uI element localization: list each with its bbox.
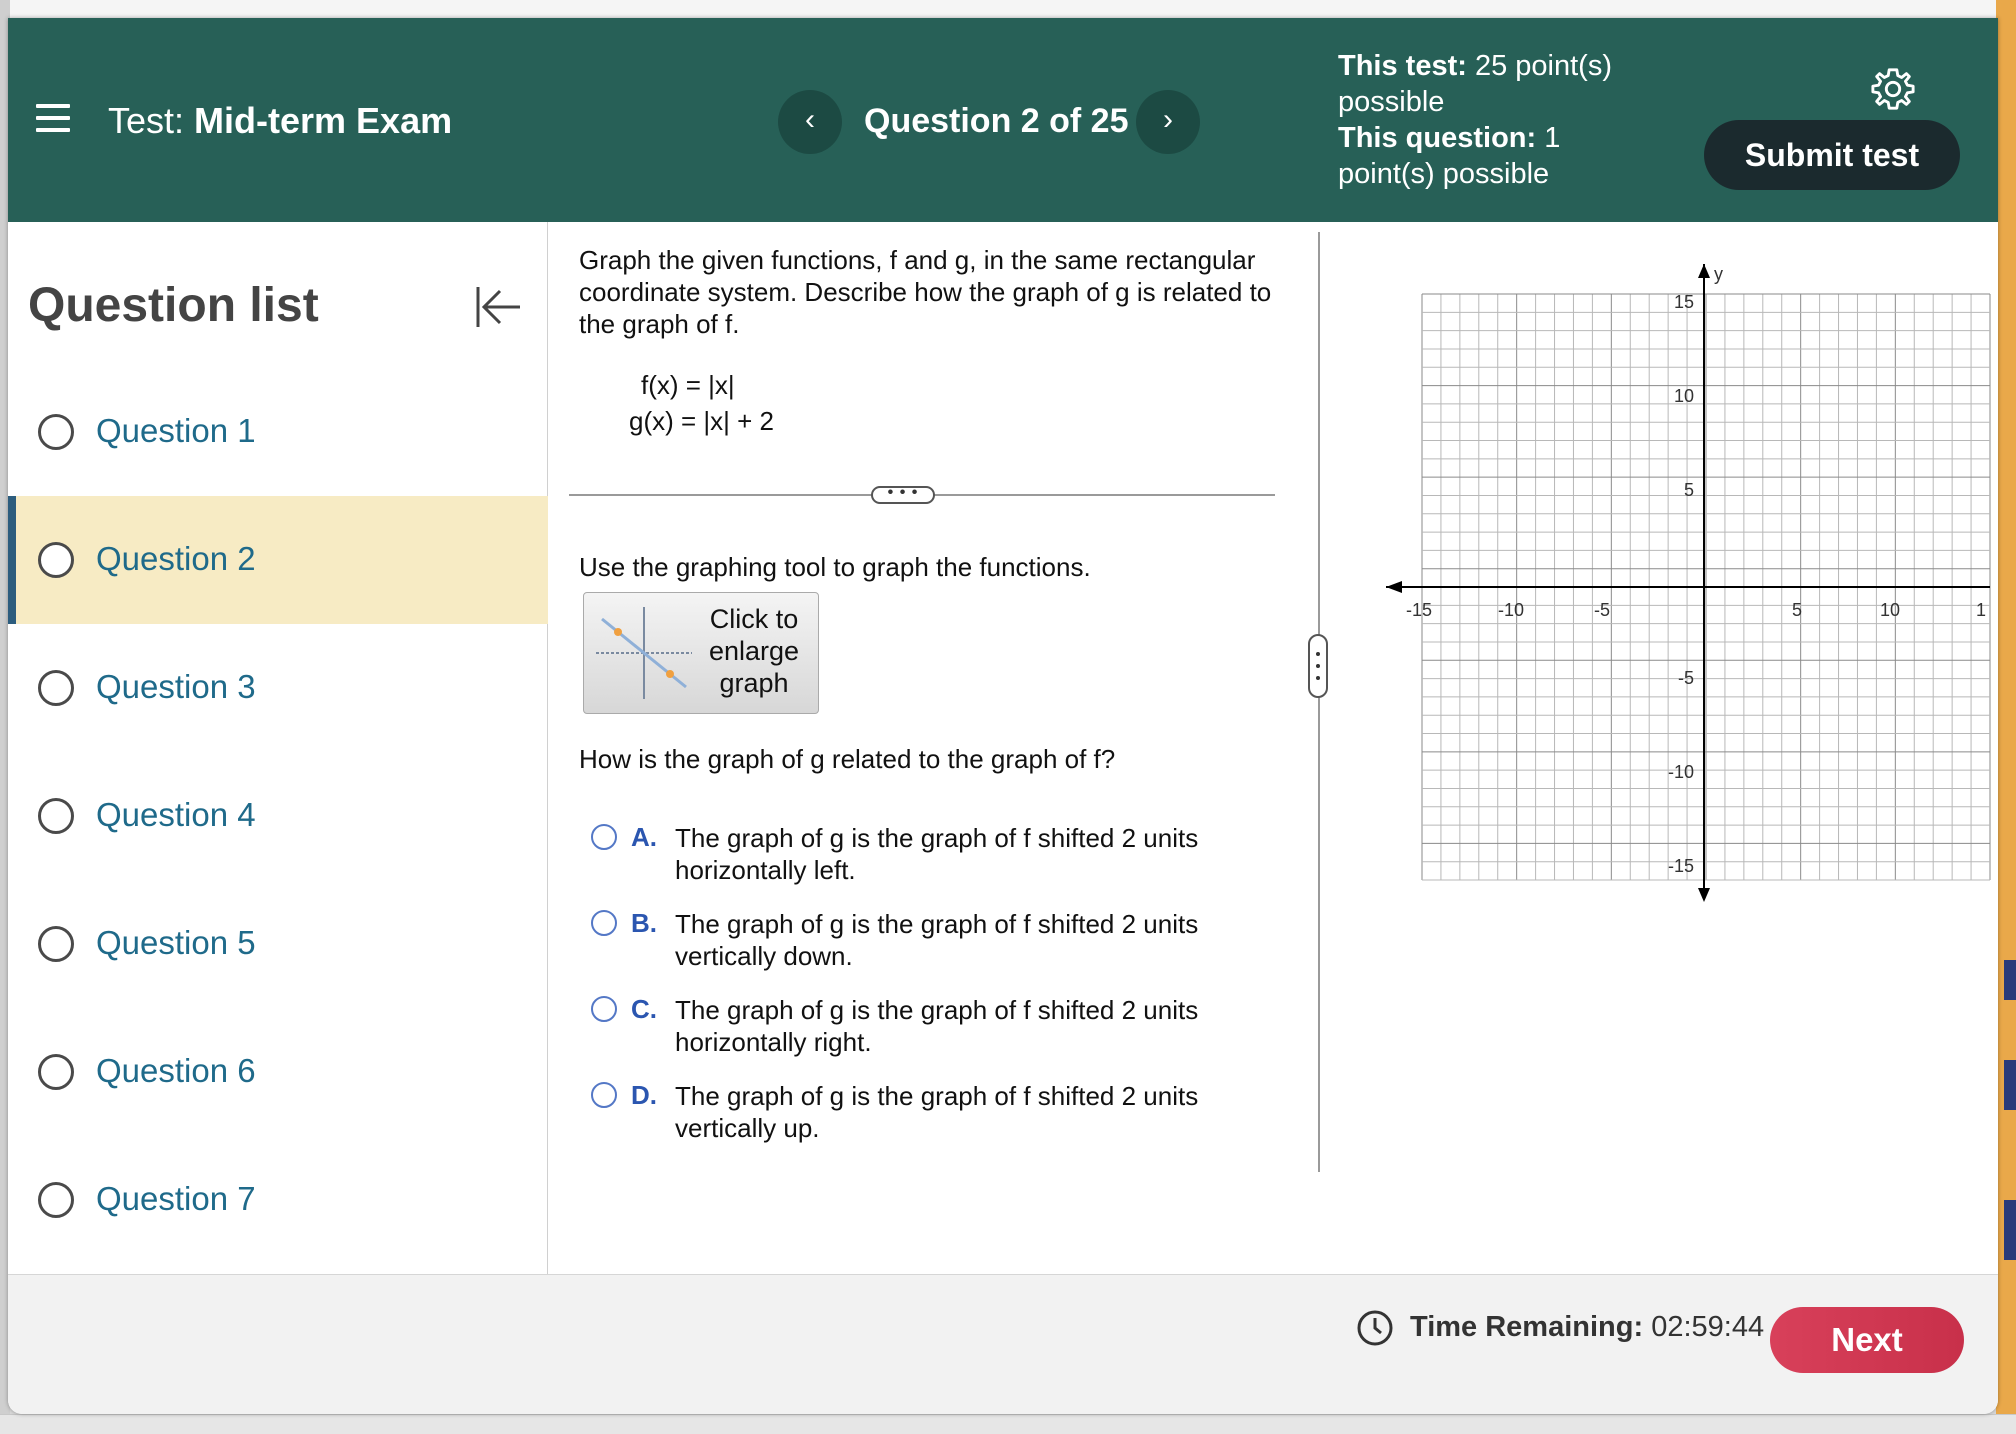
y-tick-label: -5 <box>1678 668 1695 688</box>
test-header <box>8 18 1998 222</box>
question-list-item-7[interactable] <box>8 1136 548 1264</box>
question-list-item-1[interactable] <box>8 368 548 496</box>
test-title-prefix: Test: <box>108 100 185 141</box>
answer-radio[interactable] <box>591 996 617 1022</box>
submit-test-button[interactable]: Submit test <box>1704 120 1960 190</box>
answer-text: The graph of g is the graph of f shifted 2 units horizontally right. <box>675 995 1199 1057</box>
graphing-instruction: Use the graphing tool to graph the functions. <box>579 552 1091 582</box>
question-list-item-label: Question 6 <box>96 1052 256 1089</box>
y-tick-label: -15 <box>1668 856 1695 876</box>
y-axis-arrow-down <box>1698 888 1710 902</box>
hamburger-menu-icon[interactable] <box>36 104 70 134</box>
question-list-item-6[interactable] <box>8 1008 548 1136</box>
test-footer <box>8 1274 1998 1414</box>
question-status-radio <box>38 670 74 706</box>
question-list-sidebar <box>8 222 548 1274</box>
graph-thumbnail-icon <box>594 603 694 703</box>
function-f-definition: f(x) = |x| <box>641 370 735 400</box>
test-title <box>108 100 452 142</box>
question-ask: How is the graph of g related to the graph of f? <box>579 744 1116 774</box>
question-list-item-label: Question 1 <box>96 412 256 449</box>
time-remaining-value: 02:59:44 <box>1651 1311 1765 1343</box>
question-list-item-label: Question 5 <box>96 924 256 961</box>
enlarge-graph-label: Click to enlarge graph <box>708 604 800 698</box>
question-indicator: Question 2 of 25 <box>864 102 1129 140</box>
clock-icon <box>1356 1309 1394 1347</box>
points-test-value: 25 point(s) possible <box>1338 50 1612 118</box>
collapse-sidebar-icon[interactable] <box>474 284 524 330</box>
points-question-label: This question: <box>1338 122 1537 154</box>
y-axis-label: y <box>1714 264 1723 284</box>
answer-letter: C. <box>631 994 657 1024</box>
next-question-button[interactable]: › <box>1136 90 1200 154</box>
answer-radio[interactable] <box>591 1082 617 1108</box>
y-tick-label: -10 <box>1668 762 1695 782</box>
test-name: Mid-term Exam <box>194 100 453 141</box>
answer-radio[interactable] <box>591 910 617 936</box>
question-list-item-label: Question 3 <box>96 668 256 705</box>
x-tick-label: 5 <box>1792 600 1803 620</box>
question-status-radio <box>38 542 74 578</box>
settings-gear-icon[interactable] <box>1870 66 1916 112</box>
desktop-right-strip <box>1996 0 2016 1434</box>
question-panel <box>549 222 1339 1274</box>
vertical-splitter <box>1318 232 1320 1172</box>
question-list-item-3[interactable] <box>8 624 548 752</box>
question-list-item-4[interactable] <box>8 752 548 880</box>
enlarge-graph-button[interactable] <box>583 592 819 714</box>
test-window <box>8 18 1998 1414</box>
x-tick-label: 10 <box>1880 600 1901 620</box>
y-tick-label: 10 <box>1674 386 1695 406</box>
question-list-item-5[interactable] <box>8 880 548 1008</box>
question-status-radio <box>38 1182 74 1218</box>
question-list-item-label: Question 2 <box>96 540 256 577</box>
answer-letter: D. <box>631 1080 657 1110</box>
divider-drag-handle[interactable]: • • • <box>871 486 935 504</box>
question-list-item-2[interactable] <box>8 496 548 624</box>
y-axis-arrow-up <box>1698 264 1710 278</box>
answer-text: The graph of g is the graph of f shifted 2 units vertically down. <box>675 909 1199 971</box>
points-test-label: This test: <box>1338 50 1467 82</box>
x-tick-label: -10 <box>1498 600 1525 620</box>
previous-question-button[interactable]: ‹ <box>778 90 842 154</box>
desktop-bottom-strip <box>0 1414 2016 1434</box>
answer-letter: A. <box>631 822 657 852</box>
desktop-top-strip <box>0 0 2016 18</box>
x-tick-label: -5 <box>1594 600 1611 620</box>
function-g-definition: g(x) = |x| + 2 <box>629 406 775 436</box>
time-remaining-label: Time Remaining: <box>1410 1311 1644 1343</box>
points-info <box>1338 48 1638 192</box>
question-status-radio <box>38 798 74 834</box>
x-tick-label: 1 <box>1976 600 1987 620</box>
answer-letter: B. <box>631 908 657 938</box>
sidebar-title: Question list <box>28 279 319 332</box>
question-status-radio <box>38 926 74 962</box>
answer-text: The graph of g is the graph of f shifted 2 units vertically up. <box>675 1081 1199 1143</box>
answer-text: The graph of g is the graph of f shifted 2 units horizontally left. <box>675 823 1199 885</box>
points-question-value: 1 point(s) possible <box>1338 122 1561 190</box>
question-status-radio <box>38 1054 74 1090</box>
question-list-item-label: Question 7 <box>96 1180 256 1217</box>
next-button[interactable]: Next <box>1770 1307 1964 1373</box>
question-list-item-label: Question 4 <box>96 796 256 833</box>
x-tick-label: -15 <box>1406 600 1433 620</box>
x-axis-arrow <box>1386 581 1402 593</box>
time-remaining <box>1410 1311 1764 1344</box>
y-tick-label: 15 <box>1674 292 1695 312</box>
answer-radio[interactable] <box>591 824 617 850</box>
splitter-drag-handle[interactable] <box>1308 634 1328 698</box>
question-status-radio <box>38 414 74 450</box>
question-prompt: Graph the given functions, f and g, in the same rectangular coordinate system. Describe how the graph of g is related to the graph of f. <box>579 245 1272 339</box>
coordinate-graph[interactable] <box>1378 244 1998 924</box>
y-tick-label: 5 <box>1684 480 1695 500</box>
